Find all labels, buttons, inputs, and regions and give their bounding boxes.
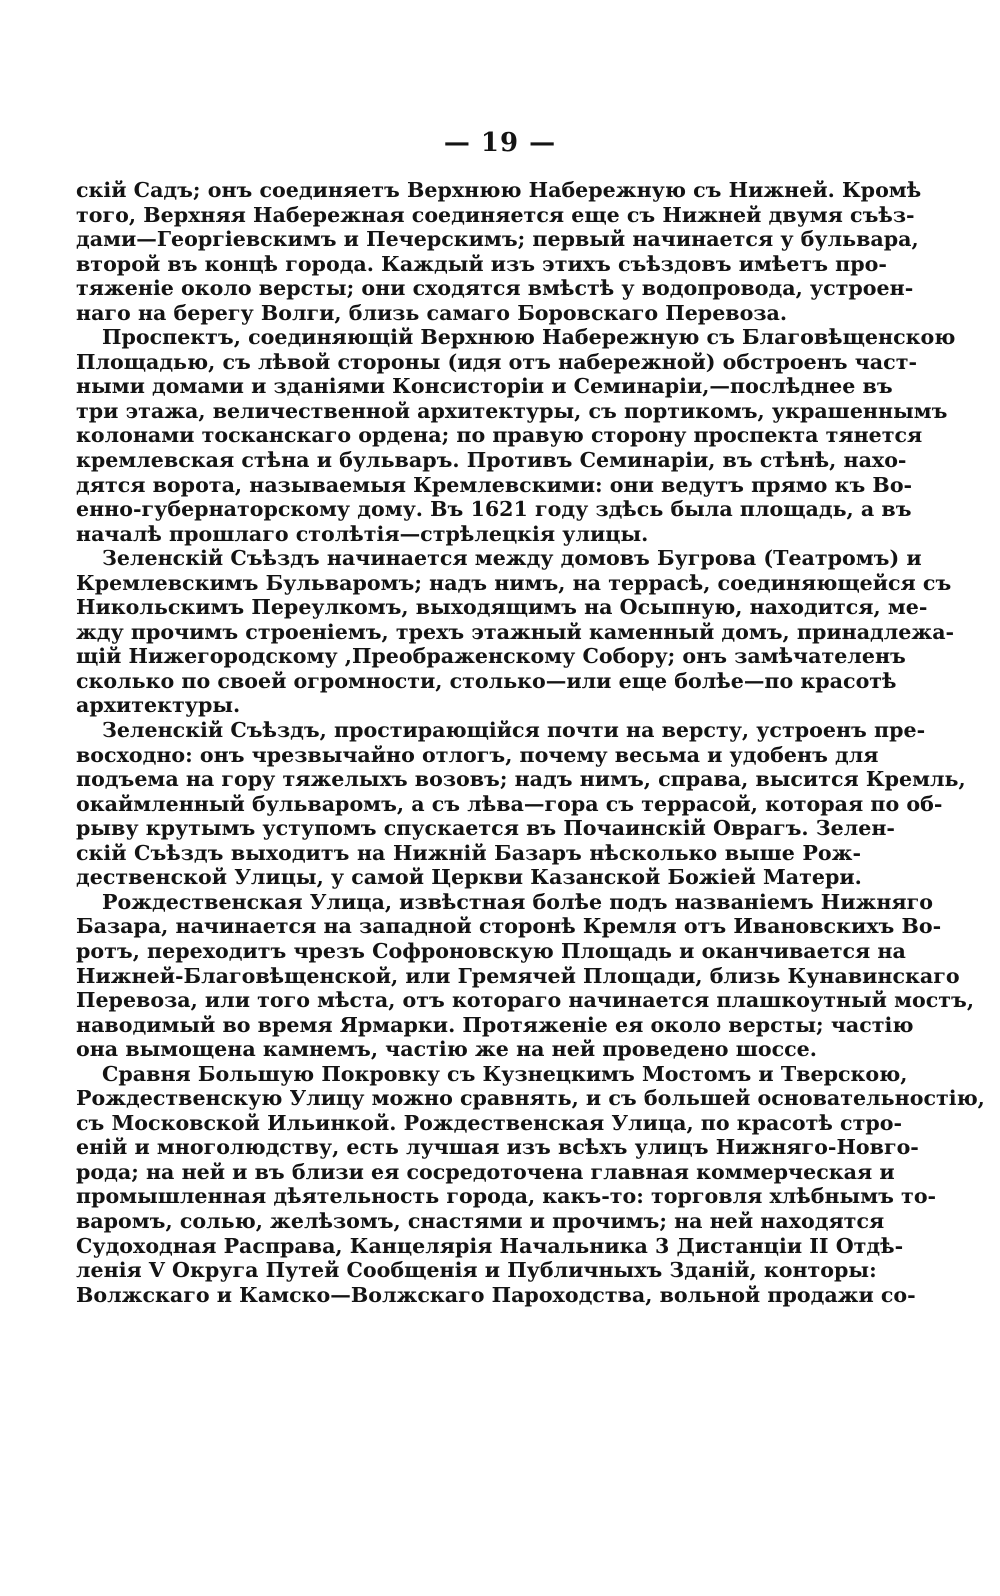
- text-line: наго на берегу Волги, близь самаго Боровскаго Перевоза.: [76, 300, 788, 325]
- text-line: наводимый во время Ярмарки. Протяженіе ея около версты; частію: [76, 1012, 914, 1037]
- text-line: подъема на гору тяжелыхъ возовъ; надъ нимъ, справа, высится Кремль,: [76, 767, 966, 792]
- text-line: три этажа, величественной архитектуры, съ портикомъ, украшеннымъ: [76, 398, 948, 423]
- text-line: ротъ, переходитъ чрезъ Софроновскую Площадь и оканчивается на: [76, 938, 906, 963]
- text-line: варомъ, солью, желѣзомъ, снастями и прочимъ; на ней находятся: [76, 1208, 885, 1233]
- text-line: второй въ концѣ города. Каждый изъ этихъ съѣздовъ имѣетъ про-: [76, 251, 887, 276]
- text-line: кремлевская стѣна и бульваръ. Противъ Семинаріи, въ стѣнѣ, нахо-: [76, 448, 907, 473]
- text-line: Никольскимъ Переулкомъ, выходящимъ на Осыпную, находится, ме-: [76, 595, 928, 620]
- text-line: скій Съѣздъ выходитъ на Нижній Базаръ нѣсколько выше Рож-: [76, 840, 861, 865]
- text-line: тяженіе около версты; они сходятся вмѣстѣ у водопровода, устроен-: [76, 276, 914, 301]
- text-line: щій Нижегородскому ,Преображенскому Собору; онъ замѣчателенъ: [76, 644, 906, 669]
- text-line: скій Садъ; онъ соединяетъ Верхнюю Набережную съ Нижней. Кромѣ: [76, 178, 922, 202]
- text-line: дятся ворота, называемыя Кремлевскими: они ведутъ прямо къ Во-: [76, 472, 913, 497]
- text-line: рода; на ней и въ близи ея сосредоточена главная коммерческая и: [76, 1159, 895, 1184]
- text-line: восходно: онъ чрезвычайно отлогъ, почему весьма и удобенъ для: [76, 742, 879, 767]
- paragraph-first-line: Зеленскій Съѣздъ начинается между домовъ Бугрова (Театромъ) и: [102, 546, 922, 571]
- text-line: промышленная дѣятельность города, какъ-то: торговля хлѣбнымъ то-: [76, 1184, 937, 1209]
- text-line: Перевоза, или того мѣста, отъ котораго начинается плашкоутный мостъ,: [76, 988, 975, 1013]
- text-line: Нижней-Благовѣщенской, или Гремячей Площади, близь Кунавинскаго: [76, 963, 960, 988]
- text-line: она вымощена камнемъ, частію же на ней проведено шоссе.: [76, 1037, 817, 1062]
- text-line: еній и многолюдству, есть лучшая изъ всѣхъ улицъ Нижняго-Новго-: [76, 1135, 919, 1160]
- text-line: съ Московской Ильинкой. Рождественская Улица, по красотѣ стро-: [76, 1110, 903, 1135]
- text-line: рыву крутымъ уступомъ спускается въ Почаинскій Оврагъ. Зелен-: [76, 816, 895, 841]
- text-line: Кремлевскимъ Бульваромъ; надъ нимъ, на террасѣ, соединяющейся съ: [76, 570, 952, 595]
- text-line: началѣ прошлаго столѣтія—стрѣлецкія улицы.: [76, 521, 649, 546]
- text-line: того, Верхняя Набережная соединяется еще съ Нижней двумя съѣз-: [76, 202, 915, 227]
- text-line: колонами тосканскаго ордена; по правую сторону проспекта тянется: [76, 423, 923, 448]
- text-line: окаймленный бульваромъ, а съ лѣва—гора съ террасой, которая по об-: [76, 791, 943, 816]
- text-line: Базара, начинается на западной сторонѣ Кремля отъ Ивановскихъ Во-: [76, 914, 942, 939]
- paragraph-first-line: Проспектъ, соединяющій Верхнюю Набережную съ Благовѣщенскою: [102, 325, 956, 350]
- text-line: Площадью, съ лѣвой стороны (идя отъ набережной) обстроенъ част-: [76, 349, 917, 374]
- text-line: архитектуры.: [76, 693, 241, 718]
- text-line: Волжскаго и Камско—Волжскаго Пароходства, вольной продажи со-: [76, 1282, 916, 1307]
- page-number: — 19 —: [443, 128, 557, 158]
- paragraph-first-line: Рождественская Улица, извѣстная болѣе подъ названіемъ Нижняго: [102, 889, 933, 914]
- paragraph-first-line: Сравня Большую Покровку съ Кузнецкимъ Мостомъ и Тверскою,: [102, 1061, 908, 1086]
- text-line: Судоходная Расправа, Канцелярія Начальника 3 Дистанціи II Отдѣ-: [76, 1233, 904, 1258]
- text-line: ными домами и зданіями Консисторіи и Семинаріи,—послѣднее въ: [76, 374, 893, 399]
- text-line: жду прочимъ строеніемъ, трехъ этажный каменный домъ, принадлежа-: [76, 619, 955, 644]
- body-text: [76, 178, 985, 1307]
- text-line: дественской Улицы, у самой Церкви Казанской Божіей Матери.: [76, 865, 862, 890]
- text-line: енно-губернаторскому дому. Въ 1621 году здѣсь была площадь, а въ: [76, 497, 912, 522]
- text-line: сколько по своей огромности, столько—или еще болѣе—по красотѣ: [76, 668, 897, 693]
- paragraph-first-line: Зеленскій Съѣздъ, простирающійся почти на версту, устроенъ пре-: [102, 718, 926, 743]
- text-line: Рождественскую Улицу можно сравнять, и съ большей основательностію,: [76, 1086, 985, 1111]
- text-line: дами—Георгіевскимъ и Печерскимъ; первый начинается у бульвара,: [76, 227, 919, 252]
- text-line: ленія V Округа Путей Сообщенія и Публичныхъ Зданій, конторы:: [76, 1258, 877, 1283]
